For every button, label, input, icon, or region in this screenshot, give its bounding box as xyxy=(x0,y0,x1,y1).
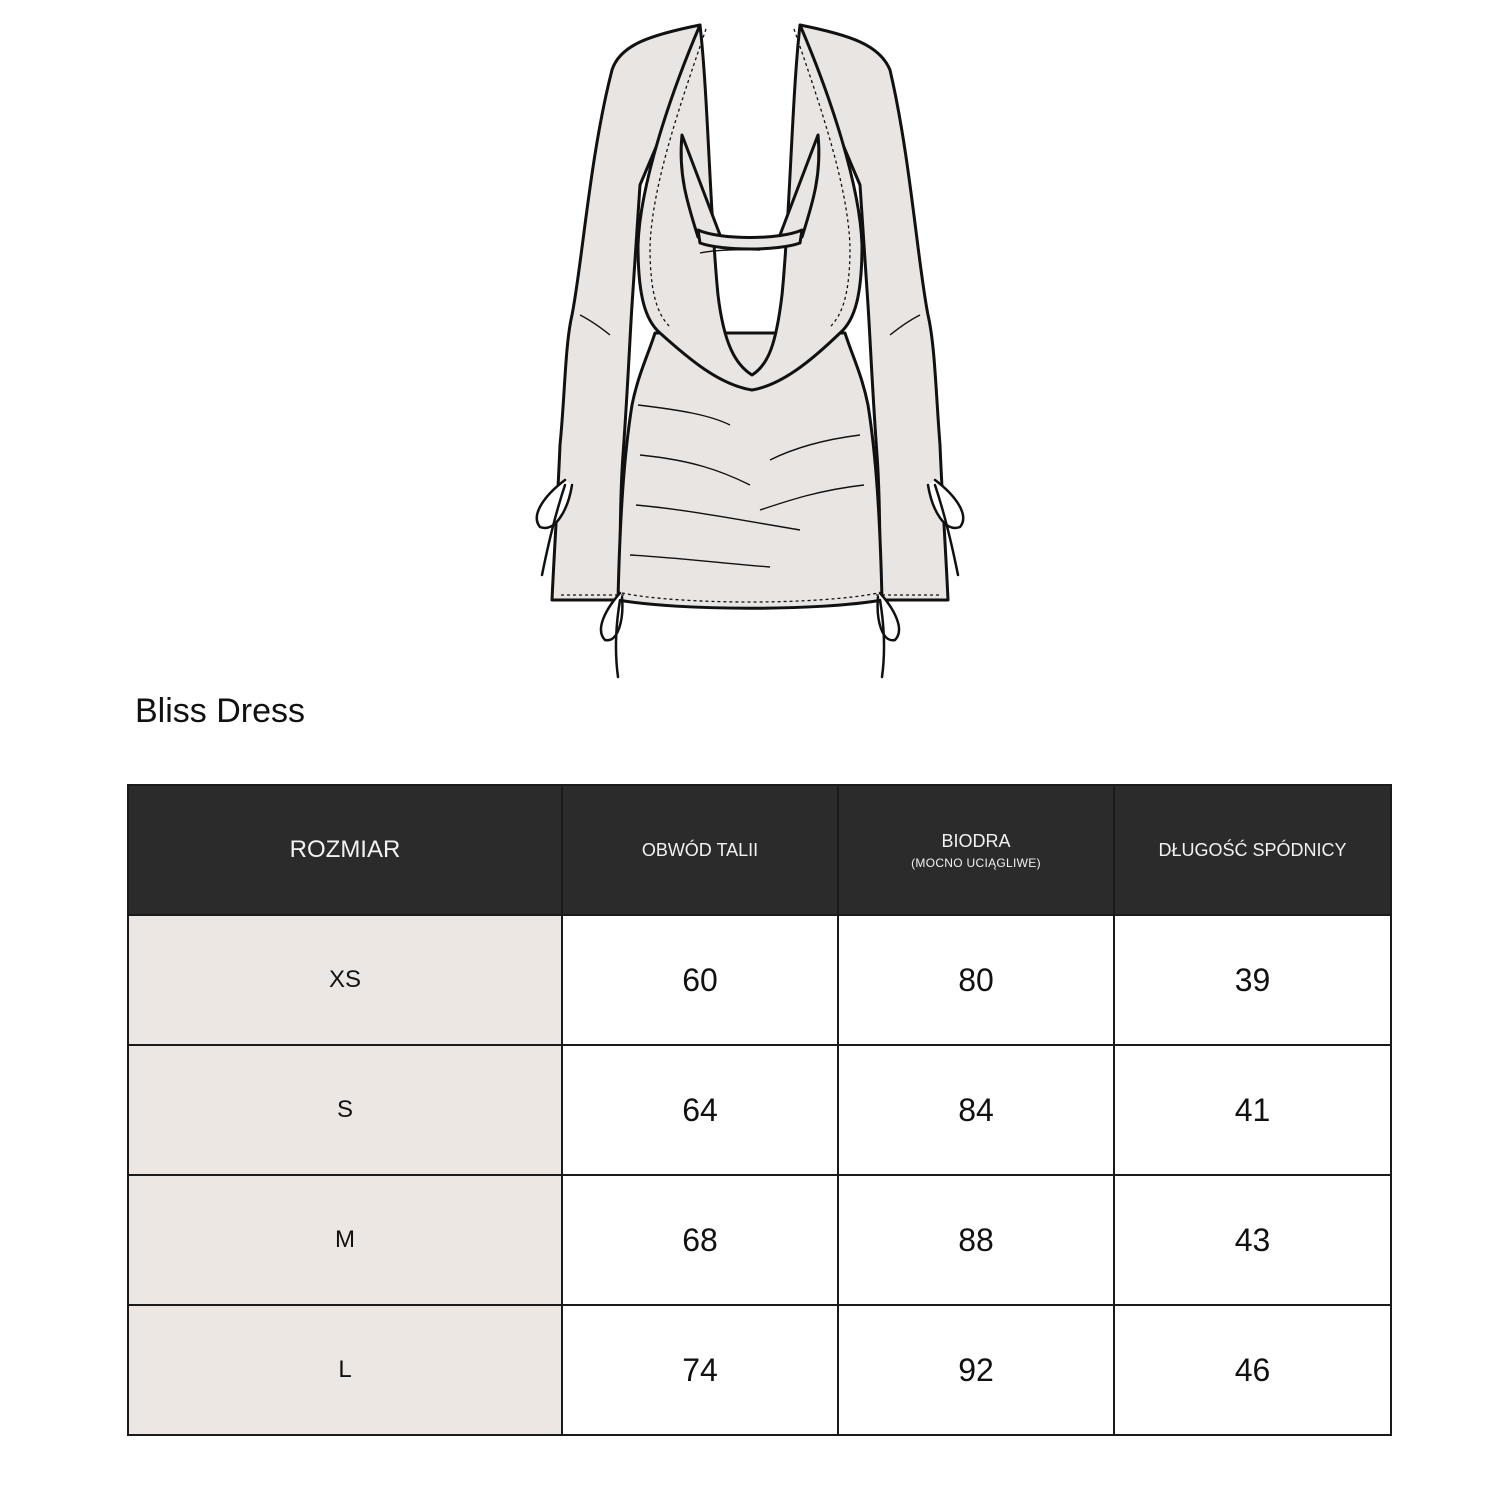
hips-cell: 80 xyxy=(838,915,1114,1045)
size-cell: S xyxy=(128,1045,562,1175)
table-header-row xyxy=(128,785,1391,915)
skirt-length-cell: 41 xyxy=(1114,1045,1391,1175)
hips-cell: 88 xyxy=(838,1175,1114,1305)
size-chart-table xyxy=(127,784,1392,1436)
header-waist-label: OBWÓD TALII xyxy=(641,839,759,860)
size-cell: M xyxy=(128,1175,562,1305)
waist-cell: 74 xyxy=(562,1305,838,1435)
waist-cell: 60 xyxy=(562,915,838,1045)
header-size-label: ROZMIAR xyxy=(289,836,401,863)
size-cell: XS xyxy=(128,915,562,1045)
waist-cell: 68 xyxy=(562,1175,838,1305)
size-cell: L xyxy=(128,1305,562,1435)
table-row xyxy=(128,1175,1391,1305)
table-row xyxy=(128,915,1391,1045)
waist-cell: 64 xyxy=(562,1045,838,1175)
skirt-length-cell: 39 xyxy=(1114,915,1391,1045)
dress-sketch-icon xyxy=(520,15,980,685)
header-size xyxy=(128,785,562,915)
table-row xyxy=(128,1045,1391,1175)
product-title: Bliss Dress xyxy=(135,692,306,730)
skirt-length-cell: 43 xyxy=(1114,1175,1391,1305)
header-skirt-length xyxy=(1114,785,1391,915)
hips-cell: 84 xyxy=(838,1045,1114,1175)
skirt-length-cell: 46 xyxy=(1114,1305,1391,1435)
header-hips-note: (MOCNO UCIĄGLIWE) xyxy=(911,855,1041,870)
header-skirt-length-label: DŁUGOŚĆ SPÓDNICY xyxy=(1158,839,1347,860)
table-row xyxy=(128,1305,1391,1435)
header-waist xyxy=(562,785,838,915)
header-hips xyxy=(838,785,1114,915)
hips-cell: 92 xyxy=(838,1305,1114,1435)
header-hips-label: BIODRA xyxy=(941,830,1011,851)
